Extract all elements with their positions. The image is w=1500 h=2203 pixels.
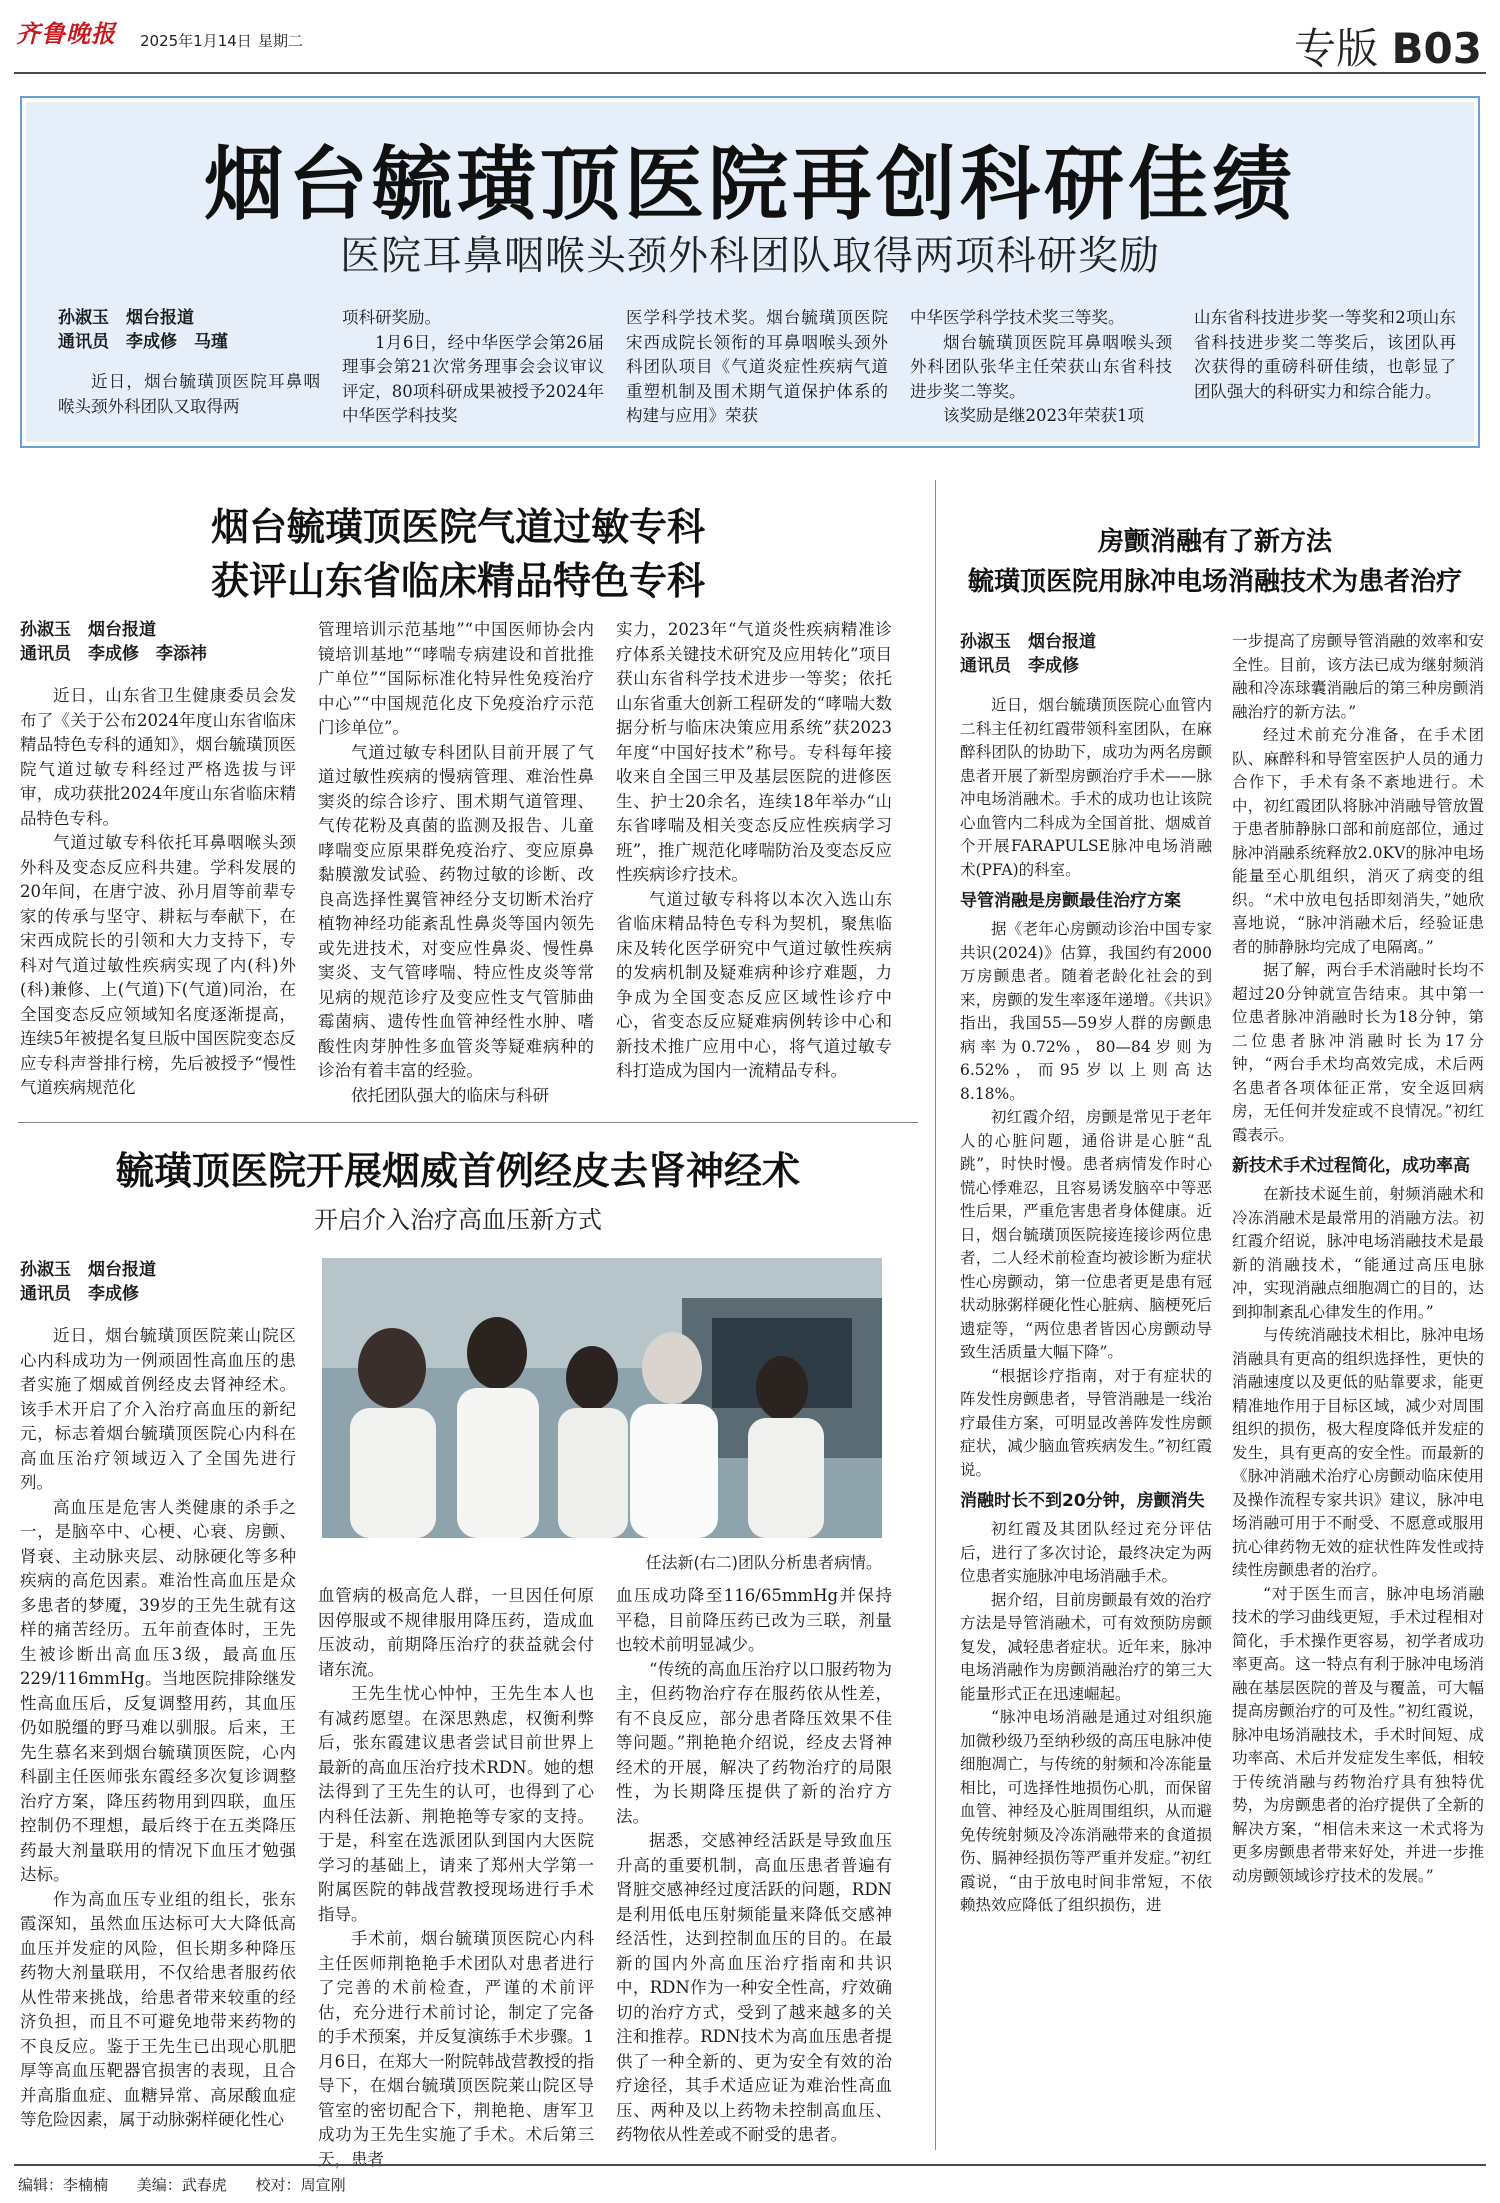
editor-credit: 编辑：李楠楠 [18,2176,109,2194]
rdn-byline: 孙淑玉 烟台报道 通讯员 李成修 [20,1260,156,1304]
section-divider [18,1122,918,1123]
af-headline: 房颤消融有了新方法 毓璜顶医院用脉冲电场消融技术为患者治疗 [967,527,1462,597]
airway-col-2: 管理培训示范基地”“中国医师协会内镜培训基地”“哮喘专病建设和首批推广单位”“国际标准化特异性免疫治疗中心”“中国规范化皮下免疫治疗示范门诊单位”。 气道过敏专科团队目前开展了气道过敏性疾病的慢病管理、难治性鼻窦炎的综合诊疗、围术期气道管理、气传花粉及真菌的监测及报告、儿童哮喘变应原果群免疫治疗、变应原鼻黏膜激发试验、药物过敏的诊断、改良高选择性翼管神经分支切断术治疗植物神经功能紊乱性鼻炎等国内领先或先进技术，对变应性鼻炎、慢性鼻窦炎、支气管哮喘、特应性皮炎等常见病的规范诊疗及变应性支气管肺曲霉菌病、遗传性血管神经性水肿、嗜酸性肉芽肿性多血管炎等疑难病种的诊治有着丰富的经验。 依托团队强大的临床与科研 [318,620,594,1105]
af-byline: 孙淑玉 烟台报道 通讯员 李成修 [960,632,1096,676]
af-col-2: 一步提高了房颤导管消融的效率和安全性。目前，该方法已成为继射频消融和冷冻球囊消融后的第三种房颤消融治疗的新方法。” 经过术前充分准备，在手术团队、麻醉科和导管室医护人员的通力合作下，手术有条不紊地进行。术中，初红霞团队将脉冲消融导管放置于患者肺静脉口部和前庭部位，通过脉冲消融系统释放2.0KV的脉冲电场能量至心肌组织，消灭了病变的组织。“术中放电包括即刻消失，”她欣喜地说，“脉冲消融术后，经验证患者的肺静脉均完成了电隔离。” 据了解，两台手术消融时长均不超过20分钟就宣告结束。其中第一位患者脉冲消融时长为18分钟，第二位患者脉冲消融时长为17分钟，“两台手术均高效完成，术后两名患者各项体征正常，安全返回病房，无任何并发症或不良情况。”初红霞表示。 新技术手术过程简化，成功率高 在新技术诞生前，射频消融术和冷冻消融术是最常用的消融方法。初红霞介绍说，脉冲电场消融技术是最新的消融技术，“能通过高压电脉冲，实现消融点细胞凋亡的目的，达到抑制紊乱心律发生的作用。” 与传统消融技术相比，脉冲电场消融具有更高的组织选择性，更快的消融速度以及更低的贴靠要求，能更精准地作用于目标区域，减少对周围组织的损伤，极大程度降低并发症的发生，具有更高的安全性。而最新的《脉冲消融术治疗心房颤动临床使用及操作流程专家共识》建议，脉冲电场消融可用于不耐受、不愿意或服用抗心律药物无效的症状性阵发性或持续性房颤患者的治疗。 “对于医生而言，脉冲电场消融技术的学习曲线更短，手术过程相对简化，手术操作更容易，初学者成功率更高。这一特点有利于脉冲电场消融在基层医院的普及与覆盖，可大幅提高房颤治疗的可及性。”初红霞说，脉冲电场消融技术，手术时间短、成功率高、术后并发症发生率低，相较于传统消融与药物治疗具有独特优势，为房颤患者的治疗提供了全新的解决方案，“相信未来这一术式将为更多房颤患者带来好处，并进一步推动房颤领域诊疗技术的发展。” [1232,632,1484,1885]
footer-rule [14,2164,1486,2166]
photo-caption: 任法新(右二)团队分析患者病情。 [645,1553,882,1572]
masthead-rule [14,72,1486,74]
af-col-1: 近日，烟台毓璜顶医院心血管内二科主任初红霞带领科室团队，在麻醉科团队的协助下，成功为两名房颤患者开展了新型房颤治疗手术——脉冲电场消融术。手术的成功也让该院心血管内二科成为全国首批、烟威首个开展FARAPULSE脉冲电场消融术(PFA)的科室。 导管消融是房颤最佳治疗方案 据《老年心房颤动诊治中国专家共识(2024)》估算，我国约有2000万房颤患者。随着老龄化社会的到来，房颤的发生率逐年递增。《共识》指出，我国55—59岁人群的房颤患病率为0.72%，80—84岁则为6.52%，而95岁以上则高达8.18%。 初红霞介绍，房颤是常见于老年人的心脏问题，通俗讲是心脏“乱跳”，时快时慢。患者病情发作时心慌心悸难忍，且容易诱发脑卒中等恶性后果，严重危害患者身体健康。近日，烟台毓璜顶医院接连接诊两位患者，二人经术前检查均被诊断为症状性心房颤动，第一位患者更是患有冠状动脉粥样硬化性心脏病、脑梗死后遗症等，“两位患者皆因心房颤动导致生活质量大幅下降”。 “根据诊疗指南，对于有症状的阵发性房颤患者，导管消融是一线治疗最佳方案，可明显改善阵发性房颤症状，减少脑血管疾病发生。”初红霞说。 消融时长不到20分钟，房颤消失 初红霞及其团队经过充分评估后，进行了多次讨论，最终决定为两位患者实施脉冲电场消融手术。 据介绍，目前房颤最有效的治疗方法是导管消融术，可有效预防房颤复发，减轻患者症状。近年来，脉冲电场消融作为房颤消融治疗的第三大能量形式正在迅速崛起。 “脉冲电场消融是通过对组织施加微秒级乃至纳秒级的高压电脉冲使细胞凋亡，与传统的射频和冷冻能量相比，可选择性地损伤心肌，而保留血管、神经及心脏周围组织，从而避免传统射频及冷冻消融带来的食道损伤、膈神经损伤等严重并发症。”初红霞说，“由于放电时间非常短，不依赖热效应降低了组织损伤，进 [960,696,1212,1914]
af-subhead-3: 新技术手术过程简化，成功率高 [1232,1156,1470,1176]
page-edition [1294,16,1482,76]
airway-headline: 烟台毓璜顶医院气道过敏专科 获评山东省临床精品特色专科 [210,504,705,603]
footer-credits [18,2174,346,2195]
section-label: 专版 [1294,24,1379,73]
lead-subheadline: 医院耳鼻咽喉头颈外科团队取得两项科研奖励 [340,233,1160,279]
newspaper-logo: 齐鲁晚报 [16,20,116,48]
rdn-headline: 毓璜顶医院开展烟威首例经皮去肾神经术 [115,1148,800,1193]
proofreader-credit: 校对：周宣刚 [255,2176,346,2194]
lead-col-4: 中华医学科学技术奖三等奖。 烟台毓璜顶医院耳鼻咽喉头颈外科团队张华主任荣获山东省科技进步奖二等奖。 该奖励是继2023年荣获1项 [910,308,1172,425]
rdn-col-2: 血管病的极高危人群，一旦因任何原因停服或不规律服用降压药，造成血压波动，前期降压治疗的获益就会付诸东流。 王先生忧心忡忡，王先生本人也有减药愿望。在深思熟虑，权衡利弊后，张东霞建议患者尝试目前世界上最新的高血压治疗技术RDN。她的想法得到了王先生的认可，也得到了心内科任法新、荆艳艳等专家的支持。于是，科室在选派团队到国内大医院学习的基础上，请来了郑州大学第一附属医院的韩战营教授现场进行手术指导。 手术前，烟台毓璜顶医院心内科主任医师荆艳艳手术团队对患者进行了完善的术前检查，严谨的术前评估，充分进行术前讨论，制定了完备的手术预案，并反复演练手术步骤。1月6日，在郑大一附院韩战营教授的指导下，在烟台毓璜顶医院莱山院区导管室的密切配合下，荆艳艳、唐军卫成功为王先生实施了手术。术后第三天，患者 [318,1586,594,2169]
issue-date: 2025年1月14日 [140,32,252,50]
designer-credit: 美编：武春虎 [136,2176,227,2194]
airway-col-3: 实力，2023年“气道炎性疾病精准诊疗体系关键技术研究及应用转化”项目获山东省科学技术进步一等奖；依托山东省重大创新工程研发的“哮喘大数据分析与临床决策应用系统”获2023年度“中国好技术”称号。专科每年接收来自全国三甲及基层医院的进修医生、护士20余名，连续18年举办“山东省哮喘及相关变态反应性疾病学习班”，推广规范化哮喘防治及变态反应性疾病诊疗技术。 气道过敏专科将以本次入选山东省临床精品特色专科为契机，聚焦临床及转化医学研究中气道过敏性疾病的发病机制及疑难病种诊疗难题，力争成为全国变态反应区域性诊疗中心，省变态反应疑难病例转诊中心和新技术推广应用中心，将气道过敏专科打造成为国内一流精品专科。 [616,620,892,1080]
rdn-col-1: 近日，烟台毓璜顶医院莱山院区心内科成功为一例顽固性高血压的患者实施了烟威首例经皮去肾神经术。该手术开启了介入治疗高血压的新纪元，标志着烟台毓璜顶医院心内科在高血压治疗领域迈入了全国先进行列。 高血压是危害人类健康的杀手之一，是脑卒中、心梗、心衰、房颤、肾衰、主动脉夹层、动脉硬化等多种疾病的高危因素。难治性高血压是众多患者的梦魇，39岁的王先生就有这样的痛苦经历。五年前查体时，王先生被诊断出高血压3级，最高血压229/116mmHg。当地医院排除继发性高血压后，反复调整用药，其血压仍如脱缰的野马难以驯服。后来，王先生慕名来到烟台毓璜顶医院，心内科副主任医师张东霞经多次复诊调整治疗方案，降压药物用到四联，血压控制仍不理想，最后终于在五类降压药最大剂量联用的情况下血压才勉强达标。 作为高血压专业组的组长，张东霞深知，虽然血压达标可大大降低高血压并发症的风险，但长期多种降压药物大剂量联用，不仅给患者服药依从性带来挑战，给患者带来较重的经济负担，而且不可避免地带来药物的不良反应。鉴于王先生已出现心肌肥厚等高血压靶器官损害的表现，且合并高脂血症、血糖异常、高尿酸血症等危险因素，属于动脉粥样硬化性心 [20,1326,296,2129]
rdn-col-3: 血压成功降至116/65mmHg并保持平稳，目前降压药已改为三联，剂量也较术前明显减少。 “传统的高血压治疗以口服药物为主，但药物治疗存在服药依从性差，有不良反应，部分患者降压效果不佳等问题。”荆艳艳介绍说，经皮去肾神经术的开展，解决了药物治疗的局限性，为长期降压提供了新的治疗方法。 据悉，交感神经活跃是导致血压升高的重要机制，高血压患者普遍有肾脏交感神经过度活跃的问题，RDN是利用低电压射频能量来降低交感神经活性，达到控制血压的目的。在最新的国内外高血压治疗指南和共识中，RDN作为一种安全性高，疗效确切的治疗方式，受到了越来越多的关注和推荐。RDN技术为高血压患者提供了一种全新的、更为安全有效的治疗途径，其手术适应证为难治性高血压、两种及以上药物未控制高血压、药物依从性差或不耐受的患者。 [616,1586,892,2144]
issue-weekday: 星期二 [258,32,304,50]
lead-headline: 烟台毓璜顶医院再创科研佳绩 [204,137,1296,231]
af-subhead-1: 导管消融是房颤最佳治疗方案 [960,891,1181,911]
column-divider [935,480,936,2150]
lead-col-5: 山东省科技进步奖一等奖和2项山东省科技进步奖二等奖后，该团队再次获得的重磅科研佳绩，也彰显了团队强大的科研实力和综合能力。 [1194,308,1456,401]
af-subhead-2: 消融时长不到20分钟，房颤消失 [960,1491,1205,1511]
airway-col-1: 近日，山东省卫生健康委员会发布了《关于公布2024年度山东省临床精品特色专科的通知》，烟台毓璜顶医院气道过敏专科经过严格选拔与评审，成功获批2024年度山东省临床精品特色专科。 气道过敏专科依托耳鼻咽喉头颈外科及变态反应科共建。学科发展的20年间，在唐宁波、孙月眉等前辈专家的传承与坚守、耕耘与奉献下，在宋西成院长的引领和大力支持下，专科对气道过敏性疾病实现了内(科)外(科)兼修、上(气道)下(气道)同治，在全国变态反应领域知名度逐渐提高，连续5年被提名复旦版中国医院变态反应专科声誉排行榜，先后被授予“慢性气道疾病规范化 [20,686,296,1097]
lead-byline: 孙淑玉 烟台报道 通讯员 李成修 马瑾 [58,308,228,352]
airway-byline: 孙淑玉 烟台报道 通讯员 李成修 李添祎 [20,620,207,664]
doctors-team-photo [322,1258,882,1538]
lead-col-2: 项科研奖励。 1月6日，经中华医学会第26届理事会第21次常务理事会会议审议评定，80项科研成果被授予2024年中华医学科技奖 [342,308,604,425]
lead-col-3: 医学科学技术奖。烟台毓璜顶医院宋西成院长领衔的耳鼻咽喉头颈外科团队项目《气道炎症性疾病气道重塑机制及围术期气道保护体系的构建与应用》荣获 [626,308,888,425]
page-number: B03 [1391,24,1482,73]
news-photo [322,1258,882,1538]
lead-col-1: 近日，烟台毓璜顶医院耳鼻咽喉头颈外科团队又取得两 [58,372,320,416]
rdn-subheadline: 开启介入治疗高血压新方式 [314,1206,602,1234]
